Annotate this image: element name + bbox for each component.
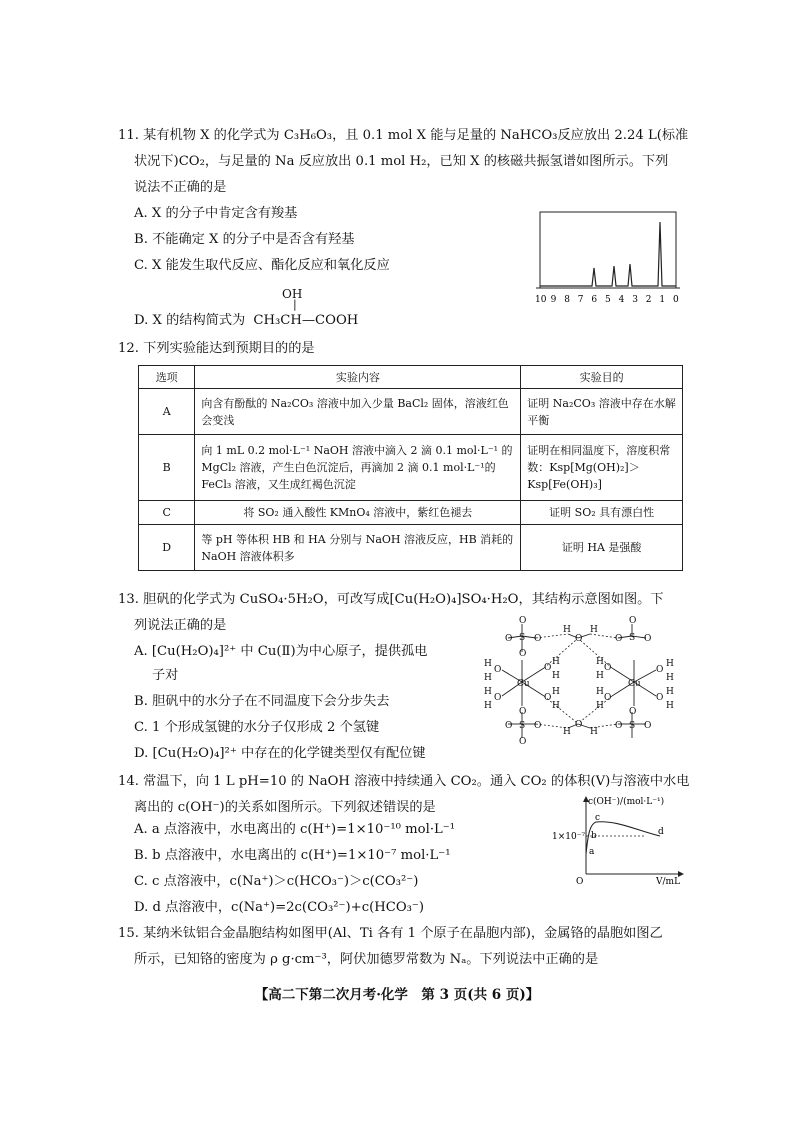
nmr-peaks bbox=[540, 222, 676, 286]
svg-text:S: S bbox=[519, 721, 526, 731]
row-c-purpose: 证明 SO₂ 具有漂白性 bbox=[521, 501, 683, 525]
table-header-row bbox=[139, 366, 683, 389]
graph-origin: O bbox=[576, 877, 584, 887]
oh-concentration-graph bbox=[546, 794, 686, 887]
q11-stem-line-1: 11. 某有机物 X 的化学式为 C₃H₆O₃，且 0.1 mol X 能与足量的 NaHCO₃反应放出 2.24 L(标准 bbox=[118, 128, 689, 143]
svg-text:O: O bbox=[575, 720, 583, 730]
point-d-label: d bbox=[658, 827, 664, 837]
nmr-axis-label: 9 bbox=[550, 295, 557, 305]
svg-text:O: O bbox=[519, 707, 527, 717]
row-c-content: 将 SO₂ 通入酸性 KMnO₄ 溶液中，紫红色褪去 bbox=[195, 501, 521, 525]
table-row bbox=[139, 501, 683, 525]
svg-text:H: H bbox=[552, 671, 560, 681]
nmr-axis-label: 8 bbox=[564, 295, 570, 305]
graph-x-label: V/mL bbox=[656, 877, 681, 887]
svg-text:O: O bbox=[629, 616, 637, 626]
svg-text:O: O bbox=[615, 721, 623, 731]
svg-text:H: H bbox=[590, 727, 598, 737]
svg-text:O: O bbox=[534, 634, 542, 644]
svg-text:H: H bbox=[596, 657, 604, 667]
nmr-spectrum bbox=[532, 206, 684, 306]
nmr-axis-label: 10 bbox=[535, 295, 547, 305]
row-b-content: 向 1 mL 0.2 mol·L⁻¹ NaOH 溶液中滴入 2 滴 0.1 mol·L⁻¹ 的 MgCl₂ 溶液，产生白色沉淀后，再滴加 2 滴 0.1 mol·L⁻¹的 FeCl₃ 溶液，又生成红褐色沉淀 bbox=[195, 435, 521, 501]
experiment-table bbox=[138, 365, 683, 571]
svg-text:O: O bbox=[494, 693, 502, 703]
row-a-option: A bbox=[139, 389, 195, 435]
svg-text:O: O bbox=[604, 663, 612, 673]
nmr-axis-label: 2 bbox=[645, 295, 652, 305]
svg-text:H: H bbox=[484, 659, 492, 669]
q13-option-d: D. [Cu(H₂O)₄]²⁺ 中存在的化学键类型仅有配位键 bbox=[134, 746, 426, 761]
svg-text:O: O bbox=[544, 663, 552, 673]
q14-option-c: C. c 点溶液中，c(Na⁺)＞c(HCO₃⁻)＞c(CO₃²⁻) bbox=[134, 874, 419, 889]
row-b-purpose: 证明在相同温度下，溶度积常数：Ksp[Mg(OH)₂]＞Ksp[Fe(OH)₃] bbox=[521, 435, 683, 501]
point-a-label: a bbox=[589, 847, 595, 857]
q12-stem: 12. 下列实验能达到预期目的的是 bbox=[118, 341, 315, 356]
row-c-option: C bbox=[139, 501, 195, 525]
nmr-axis-label: 7 bbox=[577, 295, 584, 305]
q11-d-bond: | bbox=[293, 298, 297, 311]
svg-text:O: O bbox=[505, 721, 513, 731]
svg-text:O: O bbox=[604, 693, 612, 703]
svg-text:H: H bbox=[666, 673, 674, 683]
q11-d-oh: OH bbox=[282, 287, 303, 301]
q11-option-a: A. X 的分子中肯定含有羧基 bbox=[134, 206, 298, 221]
nmr-axis-label: 5 bbox=[605, 295, 611, 305]
svg-text:O: O bbox=[519, 737, 527, 747]
svg-text:Cu: Cu bbox=[517, 679, 530, 689]
row-a-purpose: 证明 Na₂CO₃ 溶液中存在水解平衡 bbox=[521, 389, 683, 435]
table-row bbox=[139, 525, 683, 571]
point-c-label: c bbox=[595, 813, 601, 823]
row-d-purpose: 证明 HA 是强酸 bbox=[521, 525, 683, 571]
svg-text:O: O bbox=[656, 693, 664, 703]
table-row bbox=[139, 435, 683, 501]
nmr-axis-labels bbox=[535, 295, 679, 305]
svg-text:S: S bbox=[519, 633, 526, 643]
table-row bbox=[139, 389, 683, 435]
svg-text:O: O bbox=[494, 665, 502, 675]
nmr-frame bbox=[540, 212, 676, 288]
svg-text:H: H bbox=[563, 625, 571, 635]
point-b-label: b bbox=[591, 831, 597, 841]
page-footer: 【高二下第二次月考·化学 第 3 页(共 6 页)】 bbox=[254, 987, 540, 1003]
nmr-axis-label: 3 bbox=[632, 295, 638, 305]
q14-option-d: D. d 点溶液中，c(Na⁺)=2c(CO₃²⁻)+c(HCO₃⁻) bbox=[134, 900, 425, 915]
svg-text:H: H bbox=[590, 625, 598, 635]
svg-text:O: O bbox=[505, 634, 513, 644]
q14-option-b: B. b 点溶液中，水电离出的 c(H⁺)=1×10⁻⁷ mol·L⁻¹ bbox=[134, 848, 451, 863]
svg-text:H: H bbox=[596, 701, 604, 711]
q11-stem-line-2: 状况下)CO₂，与足量的 Na 反应放出 0.1 mol H₂，已知 X 的核磁共振氢谱如图所示。下列 bbox=[134, 154, 669, 169]
svg-text:H: H bbox=[596, 671, 604, 681]
svg-text:H: H bbox=[563, 727, 571, 737]
nmr-axis-label: 6 bbox=[591, 295, 598, 305]
svg-text:O: O bbox=[644, 634, 652, 644]
row-d-content: 等 pH 等体积 HB 和 HA 分别与 NaOH 溶液反应，HB 消耗的 NaOH 溶液体积多 bbox=[195, 525, 521, 571]
row-d-option: D bbox=[139, 525, 195, 571]
graph-curve bbox=[586, 822, 660, 854]
svg-text:O: O bbox=[644, 721, 652, 731]
svg-text:H: H bbox=[484, 701, 492, 711]
svg-text:O: O bbox=[629, 707, 637, 717]
svg-text:O: O bbox=[575, 634, 583, 644]
table-header-purpose: 实验目的 bbox=[521, 366, 683, 389]
q11-stem-line-3: 说法不正确的是 bbox=[134, 180, 227, 195]
svg-text:H: H bbox=[666, 659, 674, 669]
svg-text:Cu: Cu bbox=[628, 679, 641, 689]
svg-text:O: O bbox=[519, 649, 527, 659]
q15-stem-line-2: 所示，已知铬的密度为 ρ g·cm⁻³，阿伏加德罗常数为 Nₐ。下列说法中正确的是 bbox=[134, 952, 599, 967]
nmr-axis-label: 1 bbox=[659, 295, 666, 305]
copper-sulfate-structure bbox=[462, 616, 690, 750]
q11-option-b: B. 不能确定 X 的分子中是否含有羟基 bbox=[134, 232, 355, 247]
svg-text:O: O bbox=[656, 665, 664, 675]
q14-option-a: A. a 点溶液中，水电离出的 c(H⁺)=1×10⁻¹⁰ mol·L⁻¹ bbox=[134, 822, 456, 837]
q13-option-c: C. 1 个形成氢键的水分子仅形成 2 个氢键 bbox=[134, 720, 380, 735]
svg-text:O: O bbox=[544, 693, 552, 703]
svg-text:H: H bbox=[484, 687, 492, 697]
q13-option-a-line-1: A. [Cu(H₂O)₄]²⁺ 中 Cu(Ⅱ)为中心原子，提供孤电 bbox=[134, 644, 428, 659]
svg-text:S: S bbox=[629, 721, 636, 731]
table-header-content: 实验内容 bbox=[195, 366, 521, 389]
q13-stem-line-2: 列说法正确的是 bbox=[134, 618, 227, 633]
svg-text:H: H bbox=[552, 701, 560, 711]
q11-d-prefix: D. X 的结构简式为 bbox=[134, 313, 246, 328]
svg-text:O: O bbox=[615, 634, 623, 644]
svg-text:O: O bbox=[519, 616, 527, 626]
svg-text:O: O bbox=[534, 721, 542, 731]
svg-text:S: S bbox=[629, 633, 636, 643]
svg-text:H: H bbox=[484, 673, 492, 683]
graph-y-label: c(OH⁻)/(mol·L⁻¹) bbox=[588, 797, 665, 807]
table-header-option: 选项 bbox=[139, 366, 195, 389]
svg-text:H: H bbox=[596, 687, 604, 697]
q11-option-c: C. X 能发生取代反应、酯化反应和氧化反应 bbox=[134, 258, 390, 273]
q11-d-formula: CH₃CH—COOH bbox=[253, 313, 359, 328]
graph-y-tick: 1×10⁻⁷ bbox=[552, 832, 586, 842]
nmr-axis-label: 4 bbox=[618, 295, 625, 305]
q14-stem-line-2: 离出的 c(OH⁻)的关系如图所示。下列叙述错误的是 bbox=[134, 800, 436, 815]
svg-text:H: H bbox=[552, 687, 560, 697]
q13-stem-line-1: 13. 胆矾的化学式为 CuSO₄·5H₂O，可改写成[Cu(H₂O)₄]SO₄·H₂O，其结构示意图如图。下 bbox=[118, 592, 664, 607]
row-b-option: B bbox=[139, 435, 195, 501]
svg-text:H: H bbox=[666, 701, 674, 711]
q13-option-b: B. 胆矾中的水分子在不同温度下会分步失去 bbox=[134, 694, 390, 709]
q14-stem-line-1: 14. 常温下，向 1 L pH=10 的 NaOH 溶液中持续通入 CO₂。通入 CO₂ 的体积(V)与溶液中水电 bbox=[118, 774, 690, 789]
svg-text:H: H bbox=[552, 657, 560, 667]
nmr-axis-label: 0 bbox=[673, 295, 679, 305]
q15-stem-line-1: 15. 某纳米钛铝合金晶胞结构如图甲(Al、Ti 各有 1 个原子在晶胞内部)，金属铬的晶胞如图乙 bbox=[118, 926, 663, 941]
svg-text:H: H bbox=[666, 687, 674, 697]
row-a-content: 向含有酚酞的 Na₂CO₃ 溶液中加入少量 BaCl₂ 固体，溶液红色会变浅 bbox=[195, 389, 521, 435]
q13-option-a-line-2: 子对 bbox=[152, 668, 179, 683]
q11-option-d bbox=[134, 311, 358, 331]
